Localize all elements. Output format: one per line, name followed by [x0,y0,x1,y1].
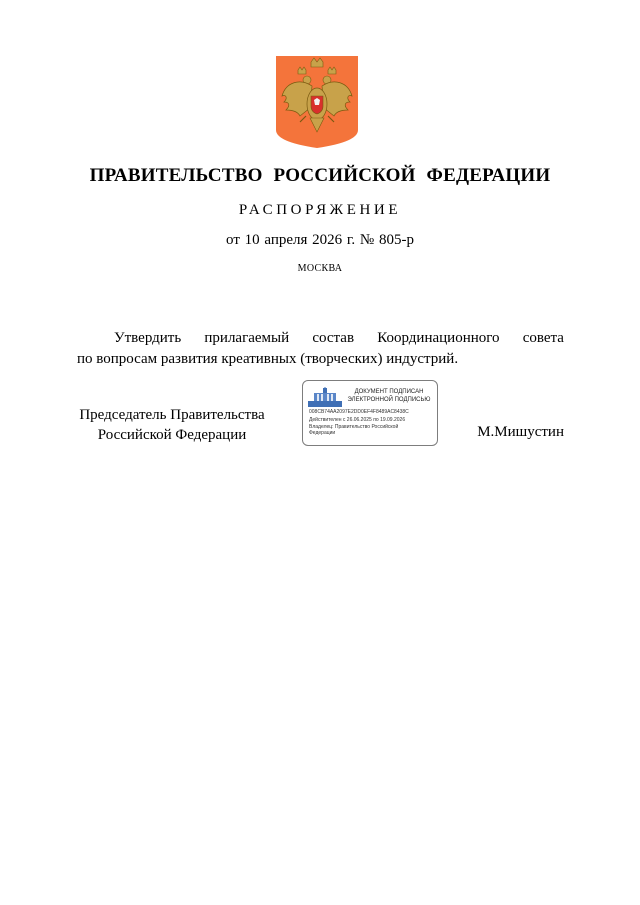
body-word: прилагаемый [204,330,290,346]
government-title: ПРАВИТЕЛЬСТВО РОССИЙСКОЙ ФЕДЕРАЦИИ [89,165,551,186]
signer-position-line-1: Председатель Правительства [79,407,265,423]
document-date-number: от 10 апреля 2026 г. № 805-р [226,232,414,248]
order-body-line-1 [77,328,564,349]
stamp-owner-line-1: Владелец: Правительство Российской [309,424,399,430]
signer-position-line-2: Российской Федерации [97,427,247,443]
signer-position [77,405,267,445]
coat-of-arms-icon [276,56,358,148]
body-word: Координационного [377,330,500,346]
document-type: РАСПОРЯЖЕНИЕ [238,202,402,218]
body-word: совета [522,330,564,346]
electronic-signature-stamp [302,380,438,446]
stamp-heading-line-2: ЭЛЕКТРОННОЙ ПОДПИСЬЮ [347,397,431,403]
stamp-validity: Действителен с 26.06.2025 по 19.09.2026 [309,417,406,423]
stamp-serial: 008CB74AA2097E2DD0EF4F8489AC8438C [309,409,409,415]
stamp-heading-line-1: ДОКУМЕНТ ПОДПИСАН [354,389,424,395]
order-body [77,328,564,370]
stamp-heading [343,388,435,404]
document-city: МОСКВА [297,263,343,274]
coat-of-arms [276,56,358,148]
order-body-line-2: по вопросам развития креативных (творческих) индустрий. [77,351,459,367]
signer-name: М.Мишустин [477,424,564,440]
stamp-owner-line-2: Федерации [309,430,336,436]
body-word: Утвердить [114,330,182,346]
body-word: состав [312,330,355,346]
government-building-icon [308,387,342,407]
